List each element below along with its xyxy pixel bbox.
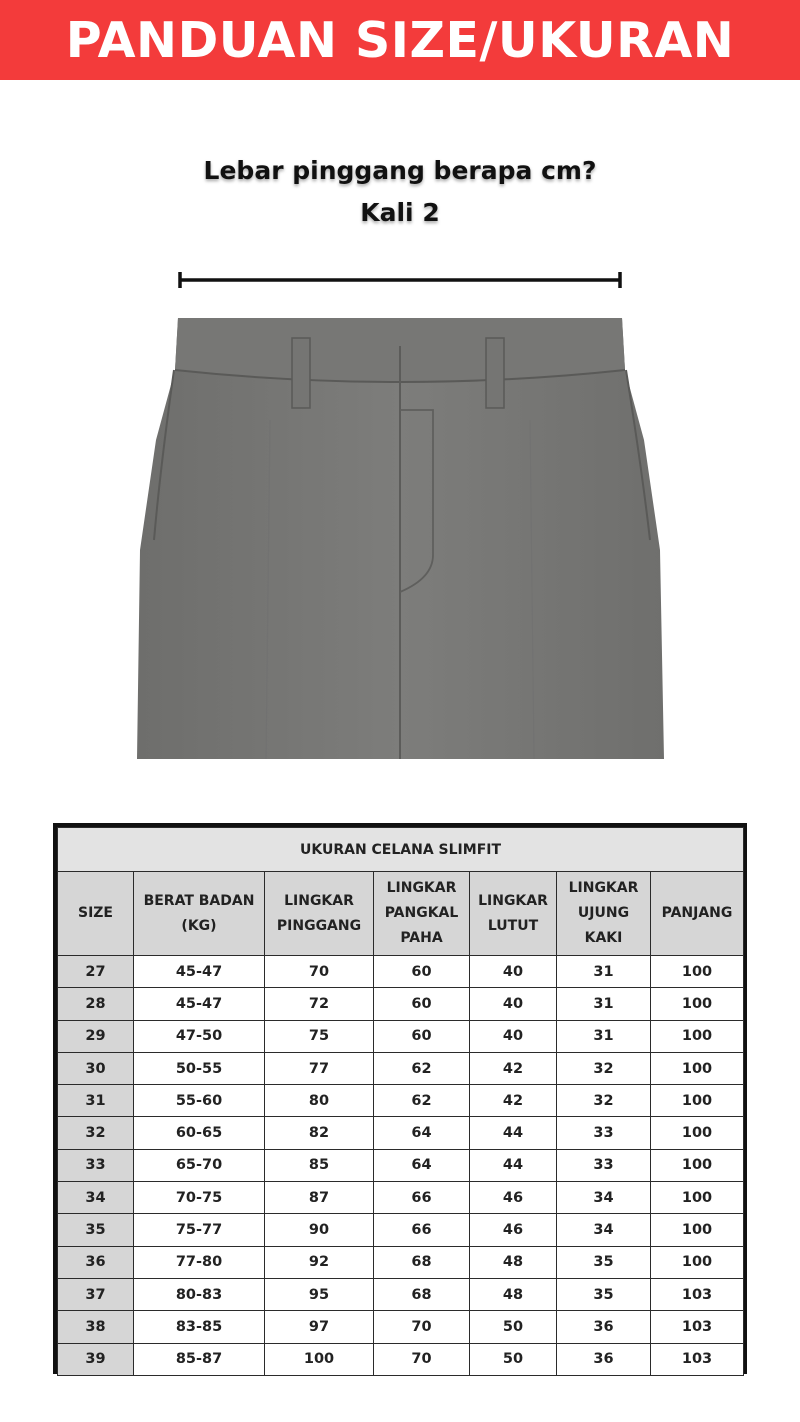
table-cell: 100: [651, 1020, 744, 1052]
table-row: [58, 1085, 744, 1117]
table-cell: 75: [265, 1020, 374, 1052]
size-cell: 30: [58, 1052, 134, 1084]
size-cell: 28: [58, 988, 134, 1020]
table-cell: 40: [470, 988, 557, 1020]
table-cell: 32: [557, 1052, 651, 1084]
table-row: [58, 1149, 744, 1181]
column-header: [134, 872, 265, 956]
table-cell: 60-65: [134, 1117, 265, 1149]
table-cell: 70-75: [134, 1182, 265, 1214]
table-row: [58, 988, 744, 1020]
table-cell: 47-50: [134, 1020, 265, 1052]
page-title: PANDUAN SIZE/UKURAN: [65, 11, 735, 69]
table-cell: 80: [265, 1085, 374, 1117]
table-cell: 100: [651, 1182, 744, 1214]
table-body: [58, 956, 744, 1376]
table-cell: 100: [651, 1117, 744, 1149]
table-cell: 95: [265, 1278, 374, 1310]
table-cell: 31: [557, 956, 651, 988]
size-cell: 29: [58, 1020, 134, 1052]
table-row: [58, 1214, 744, 1246]
table-title: UKURAN CELANA SLIMFIT: [58, 828, 744, 872]
table-cell: 64: [374, 1149, 470, 1181]
table-cell: 92: [265, 1246, 374, 1278]
size-table: [57, 827, 744, 1376]
table-cell: 33: [557, 1149, 651, 1181]
table-cell: 70: [374, 1343, 470, 1375]
table-cell: 103: [651, 1278, 744, 1310]
table-cell: 42: [470, 1085, 557, 1117]
table-cell: 40: [470, 1020, 557, 1052]
table-cell: 90: [265, 1214, 374, 1246]
table-row: [58, 1246, 744, 1278]
table-cell: 87: [265, 1182, 374, 1214]
table-cell: 60: [374, 1020, 470, 1052]
table-cell: 68: [374, 1246, 470, 1278]
table-cell: 50-55: [134, 1052, 265, 1084]
table-cell: 44: [470, 1117, 557, 1149]
table-cell: 42: [470, 1052, 557, 1084]
table-row: [58, 1311, 744, 1343]
table-cell: 68: [374, 1278, 470, 1310]
table-cell: 40: [470, 956, 557, 988]
column-header: [374, 872, 470, 956]
table-cell: 85: [265, 1149, 374, 1181]
table-cell: 77: [265, 1052, 374, 1084]
table-cell: 31: [557, 1020, 651, 1052]
size-chart: [53, 823, 747, 1374]
column-header-label: LINGKAR LUTUT: [478, 892, 548, 934]
size-cell: 35: [58, 1214, 134, 1246]
table-cell: 100: [651, 1149, 744, 1181]
table-cell: 36: [557, 1343, 651, 1375]
table-cell: 46: [470, 1214, 557, 1246]
size-cell: 34: [58, 1182, 134, 1214]
table-cell: 62: [374, 1052, 470, 1084]
column-header-label: BERAT BADAN (KG): [143, 892, 255, 934]
size-cell: 31: [58, 1085, 134, 1117]
table-row: [58, 1278, 744, 1310]
table-row: [58, 956, 744, 988]
waist-question: Lebar pinggang berapa cm?: [203, 156, 597, 185]
size-cell: 37: [58, 1278, 134, 1310]
size-cell: 27: [58, 956, 134, 988]
table-cell: 85-87: [134, 1343, 265, 1375]
table-cell: 83-85: [134, 1311, 265, 1343]
table-cell: 35: [557, 1246, 651, 1278]
table-cell: 100: [651, 1246, 744, 1278]
table-cell: 36: [557, 1311, 651, 1343]
column-header-label: LINGKAR UJUNG KAKI: [568, 880, 639, 946]
table-cell: 44: [470, 1149, 557, 1181]
table-cell: 100: [651, 1052, 744, 1084]
table-cell: 33: [557, 1117, 651, 1149]
column-header: [557, 872, 651, 956]
table-cell: 35: [557, 1278, 651, 1310]
table-cell: 64: [374, 1117, 470, 1149]
table-cell: 77-80: [134, 1246, 265, 1278]
column-header-label: LINGKAR PINGGANG: [276, 892, 362, 934]
table-cell: 100: [651, 1085, 744, 1117]
size-cell: 38: [58, 1311, 134, 1343]
table-cell: 70: [265, 956, 374, 988]
column-header-label: PANJANG: [661, 905, 733, 921]
size-cell: 39: [58, 1343, 134, 1375]
waist-multiplier-note: Kali 2: [360, 198, 440, 227]
table-cell: 70: [374, 1311, 470, 1343]
table-row: [58, 1182, 744, 1214]
table-cell: 97: [265, 1311, 374, 1343]
size-cell: 33: [58, 1149, 134, 1181]
table-cell: 66: [374, 1182, 470, 1214]
table-cell: 34: [557, 1182, 651, 1214]
table-cell: 45-47: [134, 988, 265, 1020]
table-cell: 80-83: [134, 1278, 265, 1310]
waist-measure-line: [176, 268, 624, 292]
table-cell: 100: [265, 1343, 374, 1375]
table-cell: 100: [651, 956, 744, 988]
table-cell: 46: [470, 1182, 557, 1214]
table-cell: 72: [265, 988, 374, 1020]
table-cell: 100: [651, 988, 744, 1020]
table-cell: 66: [374, 1214, 470, 1246]
table-cell: 32: [557, 1085, 651, 1117]
table-cell: 48: [470, 1278, 557, 1310]
table-cell: 50: [470, 1343, 557, 1375]
column-header-label: LINGKAR PANGKAL PAHA: [384, 880, 459, 946]
table-cell: 48: [470, 1246, 557, 1278]
table-cell: 50: [470, 1311, 557, 1343]
column-header: [58, 872, 134, 956]
table-cell: 100: [651, 1214, 744, 1246]
table-cell: 45-47: [134, 956, 265, 988]
column-header: [265, 872, 374, 956]
size-cell: 32: [58, 1117, 134, 1149]
column-header: [651, 872, 744, 956]
table-cell: 103: [651, 1311, 744, 1343]
table-cell: 55-60: [134, 1085, 265, 1117]
table-header-row: [58, 872, 744, 956]
table-row: [58, 1052, 744, 1084]
table-cell: 103: [651, 1343, 744, 1375]
table-cell: 60: [374, 956, 470, 988]
size-cell: 36: [58, 1246, 134, 1278]
table-row: [58, 1117, 744, 1149]
header-banner: [0, 0, 800, 80]
column-header: [470, 872, 557, 956]
table-cell: 31: [557, 988, 651, 1020]
table-cell: 60: [374, 988, 470, 1020]
table-cell: 82: [265, 1117, 374, 1149]
table-row: [58, 1343, 744, 1375]
table-cell: 75-77: [134, 1214, 265, 1246]
trousers-icon: [130, 310, 670, 762]
table-cell: 34: [557, 1214, 651, 1246]
table-cell: 62: [374, 1085, 470, 1117]
table-cell: 65-70: [134, 1149, 265, 1181]
table-row: [58, 1020, 744, 1052]
column-header-label: SIZE: [77, 905, 113, 921]
